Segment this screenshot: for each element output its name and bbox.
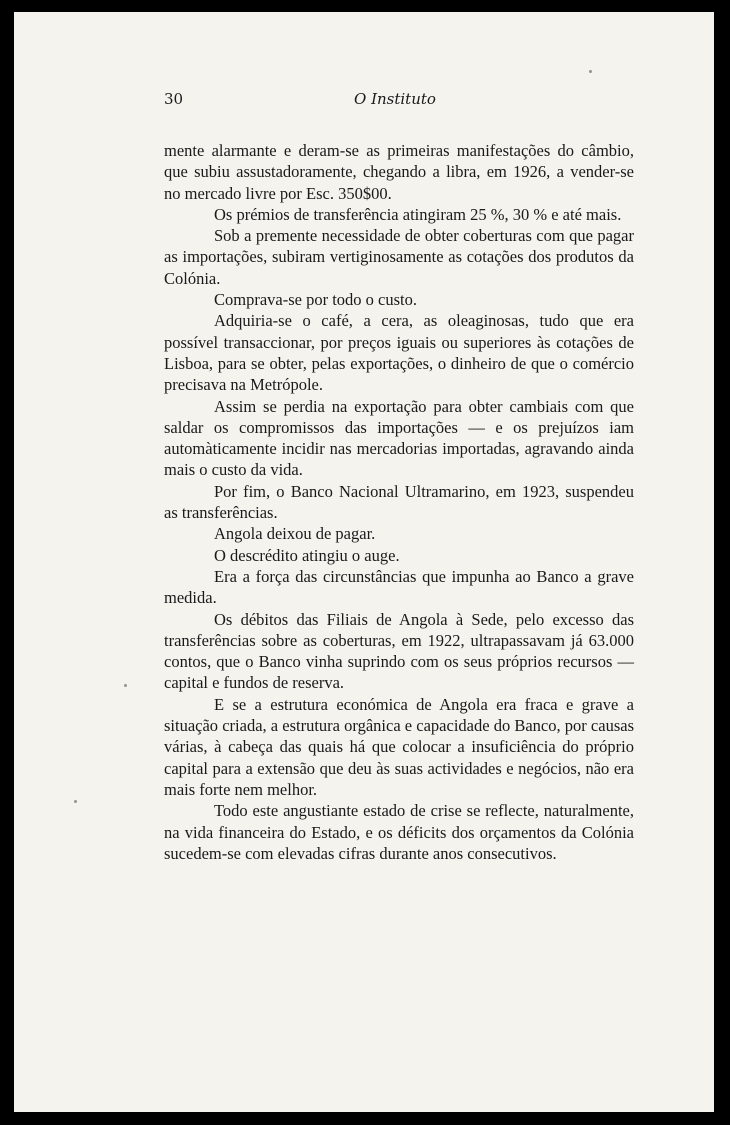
running-title: O Instituto — [354, 90, 436, 108]
body-text — [164, 140, 634, 864]
book-page — [14, 12, 714, 1112]
paragraph: Os prémios de transferência atingiram 25 %, 30 % e até mais. — [214, 204, 622, 224]
paragraph: Os débitos das Filiais de Angola à Sede, pelo excesso das transferências sobre as coberturas, em 1922, ultrapassavam já 63.000 contos, que o Banco vinha suprindo com os seus próprios recursos — capital e fundos de reserva. — [164, 609, 634, 693]
paragraph: Adquiria-se o café, a cera, as oleaginosas, tudo que era possível transaccionar, por preços iguais ou superiores às cotações de Lisboa, para se obter, pelas exportações, o dinheiro de que o comércio precisava na Metrópole. — [164, 311, 634, 395]
paragraph: Por fim, o Banco Nacional Ultramarino, em 1923, suspendeu as transferências. — [164, 481, 634, 523]
paragraph: Comprava-se por todo o custo. — [214, 290, 418, 310]
paragraph: E se a estrutura económica de Angola era fraca e grave a situação criada, a estrutura orgânica e capacidade do Banco, por causas várias, à cabeça das quais há que colocar a insuficiência do próprio capital para a extensão que deu às suas actividades e negócios, não era mais forte nem melhor. — [164, 694, 634, 799]
page-header — [14, 90, 714, 116]
print-speck — [589, 70, 592, 73]
print-speck — [74, 800, 77, 803]
paragraph: Sob a premente necessidade de obter coberturas com que pagar as importações, subiram vertiginosamente as cotações dos produtos da Colónia. — [164, 226, 634, 288]
paragraph: mente alarmante e deram-se as primeiras manifestações do câmbio, que subiu assustadoramente, chegando a libra, em 1926, a vender-se no mercado livre por Esc. 350$00. — [164, 141, 634, 203]
paragraph: Era a força das circunstâncias que impunha ao Banco a grave medida. — [164, 566, 634, 608]
print-speck — [124, 684, 127, 687]
paragraph: Angola deixou de pagar. — [214, 524, 376, 544]
paragraph: Todo este angustiante estado de crise se reflecte, naturalmente, na vida financeira do Estado, e os déficits dos orçamentos da Colónia sucedem-se com elevadas cifras durante anos consecutivos. — [164, 801, 634, 863]
page-number: 30 — [164, 90, 184, 108]
paragraph: Assim se perdia na exportação para obter cambiais com que saldar os compromissos das importações — e os prejuízos iam automàticamente incidir nas mercadorias importadas, agravando ainda mais o custo da vida. — [164, 396, 634, 480]
paragraph: O descrédito atingiu o auge. — [214, 545, 400, 565]
